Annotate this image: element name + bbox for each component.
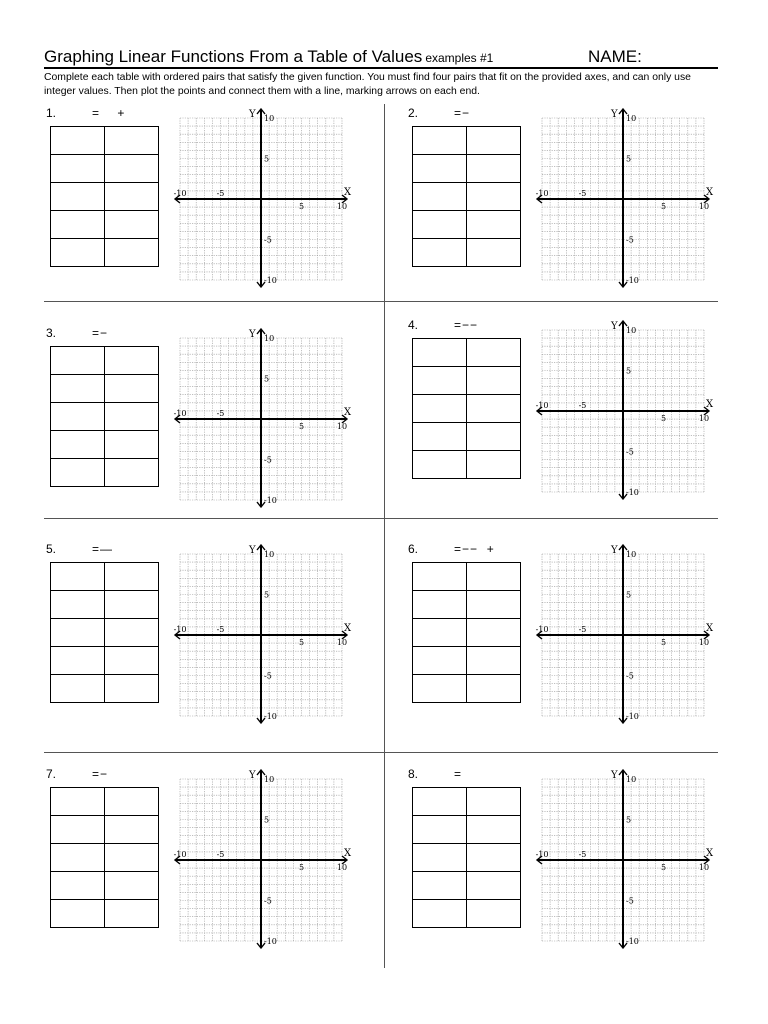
table-cell[interactable] bbox=[467, 900, 521, 928]
table-row bbox=[413, 619, 521, 647]
y-tick-label: 5 bbox=[264, 154, 270, 164]
name-label: NAME: bbox=[588, 47, 642, 66]
grid-svg bbox=[535, 106, 724, 292]
table-row bbox=[51, 591, 159, 619]
problem-equation: =−− + bbox=[454, 542, 495, 556]
x-tick-label: 10 bbox=[698, 202, 710, 211]
problem-number: 3. bbox=[46, 326, 57, 340]
problem-number: 5. bbox=[46, 542, 57, 556]
table-cell[interactable] bbox=[105, 675, 159, 703]
table-cell[interactable] bbox=[105, 155, 159, 183]
table-cell[interactable] bbox=[105, 900, 159, 928]
table-cell[interactable] bbox=[105, 403, 159, 431]
table-cell[interactable] bbox=[105, 872, 159, 900]
table-cell[interactable] bbox=[105, 591, 159, 619]
problem-equation: = bbox=[454, 767, 463, 781]
worksheet-title bbox=[44, 47, 493, 67]
x-axis-label: X bbox=[706, 848, 714, 859]
table-cell[interactable] bbox=[413, 451, 467, 479]
problem-equation: =− bbox=[454, 106, 471, 120]
table-row bbox=[51, 647, 159, 675]
grid-svg bbox=[173, 542, 362, 728]
grid-svg bbox=[535, 767, 724, 953]
table-cell[interactable] bbox=[105, 563, 159, 591]
y-tick-label: -5 bbox=[264, 455, 272, 465]
table-cell[interactable] bbox=[413, 816, 467, 844]
problem-5 bbox=[46, 542, 376, 742]
table-cell[interactable] bbox=[467, 211, 521, 239]
table-cell[interactable] bbox=[51, 872, 105, 900]
y-tick-label: -10 bbox=[264, 712, 277, 721]
y-tick-label: 10 bbox=[264, 114, 275, 123]
y-tick-label: 5 bbox=[626, 590, 632, 600]
table-cell[interactable] bbox=[467, 563, 521, 591]
y-axis-label: Y bbox=[249, 109, 256, 120]
table-row bbox=[413, 127, 521, 155]
y-tick-label: 5 bbox=[626, 366, 632, 376]
y-tick-label: 5 bbox=[264, 815, 270, 825]
y-tick-label: -10 bbox=[264, 276, 277, 285]
table-row bbox=[51, 211, 159, 239]
table-cell[interactable] bbox=[105, 788, 159, 816]
table-row bbox=[413, 563, 521, 591]
table-cell[interactable] bbox=[467, 339, 521, 367]
x-tick-label: 5 bbox=[298, 422, 305, 431]
y-tick-label: 10 bbox=[626, 775, 637, 784]
table-row bbox=[51, 844, 159, 872]
table-cell[interactable] bbox=[51, 239, 105, 267]
y-axis-label: Y bbox=[611, 109, 618, 120]
table-cell[interactable] bbox=[467, 647, 521, 675]
problem-7 bbox=[46, 767, 376, 967]
grid-svg bbox=[173, 767, 362, 953]
values-table bbox=[412, 562, 521, 703]
grid-svg bbox=[173, 326, 362, 512]
grid-svg bbox=[535, 318, 724, 504]
table-cell[interactable] bbox=[413, 563, 467, 591]
y-tick-label: -10 bbox=[264, 496, 277, 505]
table-row bbox=[51, 127, 159, 155]
x-tick-label: -5 bbox=[578, 401, 587, 410]
table-row bbox=[51, 347, 159, 375]
table-row bbox=[413, 423, 521, 451]
table-cell[interactable] bbox=[413, 183, 467, 211]
x-tick-label: -10 bbox=[173, 189, 187, 198]
table-cell[interactable] bbox=[105, 619, 159, 647]
x-tick-label: 5 bbox=[660, 414, 667, 423]
x-axis-label: X bbox=[706, 187, 714, 198]
y-axis-label: Y bbox=[611, 321, 618, 332]
table-cell[interactable] bbox=[105, 431, 159, 459]
grid-svg bbox=[535, 542, 724, 728]
table-cell[interactable] bbox=[413, 788, 467, 816]
y-axis-label: Y bbox=[249, 770, 256, 781]
table-cell[interactable] bbox=[51, 155, 105, 183]
values-table bbox=[50, 346, 159, 487]
x-tick-label: 5 bbox=[660, 202, 667, 211]
x-tick-label: -5 bbox=[578, 625, 587, 634]
table-cell[interactable] bbox=[413, 900, 467, 928]
table-row bbox=[51, 431, 159, 459]
x-tick-label: -10 bbox=[173, 409, 187, 418]
x-tick-label: 10 bbox=[698, 863, 710, 872]
coordinate-graph[interactable] bbox=[173, 542, 362, 733]
coordinate-graph[interactable] bbox=[535, 767, 724, 958]
table-row bbox=[51, 183, 159, 211]
y-tick-label: 10 bbox=[626, 326, 637, 335]
y-tick-label: -5 bbox=[264, 671, 272, 681]
x-tick-label: 5 bbox=[298, 202, 305, 211]
problem-equation: =− bbox=[92, 326, 109, 340]
table-row bbox=[413, 788, 521, 816]
problem-number: 2. bbox=[408, 106, 419, 120]
table-cell[interactable] bbox=[51, 431, 105, 459]
table-cell[interactable] bbox=[51, 459, 105, 487]
table-row bbox=[51, 459, 159, 487]
y-tick-label: -10 bbox=[264, 937, 277, 946]
title-subtitle: examples #1 bbox=[425, 51, 494, 65]
problem-number: 6. bbox=[408, 542, 419, 556]
problem-number: 4. bbox=[408, 318, 419, 332]
y-tick-label: -10 bbox=[626, 937, 639, 946]
table-row bbox=[51, 155, 159, 183]
problem-8 bbox=[408, 767, 738, 967]
x-tick-label: 5 bbox=[298, 863, 305, 872]
y-tick-label: -10 bbox=[626, 712, 639, 721]
table-cell[interactable] bbox=[467, 872, 521, 900]
table-cell[interactable] bbox=[51, 900, 105, 928]
problem-number: 8. bbox=[408, 767, 419, 781]
problem-number: 7. bbox=[46, 767, 57, 781]
table-cell[interactable] bbox=[105, 127, 159, 155]
table-cell[interactable] bbox=[467, 451, 521, 479]
table-cell[interactable] bbox=[51, 647, 105, 675]
table-row bbox=[51, 900, 159, 928]
table-cell[interactable] bbox=[467, 675, 521, 703]
values-table bbox=[50, 126, 159, 267]
y-tick-label: 5 bbox=[264, 374, 270, 384]
table-row bbox=[51, 675, 159, 703]
table-row bbox=[413, 900, 521, 928]
table-cell[interactable] bbox=[467, 788, 521, 816]
x-axis-label: X bbox=[344, 623, 352, 634]
problem-number: 1. bbox=[46, 106, 57, 120]
values-table bbox=[50, 787, 159, 928]
title-text: Graphing Linear Functions From a Table of Values bbox=[44, 47, 423, 66]
x-tick-label: -5 bbox=[216, 189, 225, 198]
table-row bbox=[51, 563, 159, 591]
problem-equation: =— bbox=[92, 542, 114, 556]
table-cell[interactable] bbox=[413, 423, 467, 451]
x-tick-label: -10 bbox=[535, 625, 549, 634]
y-tick-label: -5 bbox=[626, 896, 634, 906]
table-row bbox=[413, 183, 521, 211]
table-cell[interactable] bbox=[51, 211, 105, 239]
y-tick-label: 10 bbox=[264, 775, 275, 784]
table-cell[interactable] bbox=[413, 675, 467, 703]
x-tick-label: -10 bbox=[535, 401, 549, 410]
table-cell[interactable] bbox=[105, 239, 159, 267]
values-table bbox=[412, 338, 521, 479]
table-row bbox=[413, 675, 521, 703]
table-row bbox=[413, 395, 521, 423]
table-cell[interactable] bbox=[467, 183, 521, 211]
table-row bbox=[413, 591, 521, 619]
table-row bbox=[51, 619, 159, 647]
y-tick-label: 10 bbox=[626, 114, 637, 123]
table-row bbox=[51, 872, 159, 900]
table-cell[interactable] bbox=[51, 375, 105, 403]
table-row bbox=[413, 155, 521, 183]
problem-6 bbox=[408, 542, 738, 742]
table-row bbox=[51, 239, 159, 267]
x-axis-label: X bbox=[344, 407, 352, 418]
x-tick-label: -10 bbox=[535, 189, 549, 198]
table-cell[interactable] bbox=[467, 816, 521, 844]
table-row bbox=[413, 451, 521, 479]
grid-svg bbox=[173, 106, 362, 292]
table-cell[interactable] bbox=[467, 591, 521, 619]
problem-4 bbox=[408, 318, 738, 518]
x-axis-label: X bbox=[706, 399, 714, 410]
problem-3 bbox=[46, 326, 376, 526]
table-cell[interactable] bbox=[51, 563, 105, 591]
table-cell[interactable] bbox=[413, 844, 467, 872]
table-cell[interactable] bbox=[467, 844, 521, 872]
x-tick-label: 5 bbox=[660, 638, 667, 647]
table-cell[interactable] bbox=[467, 127, 521, 155]
y-axis-label: Y bbox=[249, 329, 256, 340]
table-cell[interactable] bbox=[105, 375, 159, 403]
table-cell[interactable] bbox=[467, 155, 521, 183]
table-cell[interactable] bbox=[51, 591, 105, 619]
coordinate-graph[interactable] bbox=[173, 106, 362, 297]
y-tick-label: 5 bbox=[626, 154, 632, 164]
x-tick-label: -10 bbox=[173, 850, 187, 859]
instructions: Complete each table with ordered pairs that satisfy the given function. You must find four pairs that fit on the provided axes, and can only use integer values. Then plot the points and connect them with a line, marking arrows on each end. bbox=[44, 72, 691, 97]
x-tick-label: -10 bbox=[173, 625, 187, 634]
values-table bbox=[412, 787, 521, 928]
table-row bbox=[51, 788, 159, 816]
title-row bbox=[44, 47, 718, 69]
table-cell[interactable] bbox=[413, 647, 467, 675]
table-cell[interactable] bbox=[51, 347, 105, 375]
table-cell[interactable] bbox=[51, 675, 105, 703]
x-tick-label: -10 bbox=[535, 850, 549, 859]
x-tick-label: 10 bbox=[698, 414, 710, 423]
x-tick-label: -5 bbox=[578, 850, 587, 859]
y-tick-label: 10 bbox=[626, 550, 637, 559]
table-cell[interactable] bbox=[467, 239, 521, 267]
y-tick-label: -5 bbox=[264, 235, 272, 245]
y-axis-label: Y bbox=[611, 770, 618, 781]
table-cell[interactable] bbox=[413, 339, 467, 367]
y-tick-label: 5 bbox=[264, 590, 270, 600]
x-tick-label: -5 bbox=[216, 409, 225, 418]
table-cell[interactable] bbox=[467, 395, 521, 423]
table-cell[interactable] bbox=[51, 183, 105, 211]
x-axis-label: X bbox=[706, 623, 714, 634]
x-tick-label: 10 bbox=[336, 863, 348, 872]
table-row bbox=[413, 816, 521, 844]
table-cell[interactable] bbox=[413, 127, 467, 155]
table-cell[interactable] bbox=[467, 367, 521, 395]
x-tick-label: -5 bbox=[216, 850, 225, 859]
table-cell[interactable] bbox=[413, 591, 467, 619]
section-divider bbox=[44, 752, 718, 753]
table-row bbox=[413, 872, 521, 900]
coordinate-graph[interactable] bbox=[173, 326, 362, 517]
table-row bbox=[51, 816, 159, 844]
y-tick-label: -5 bbox=[626, 671, 634, 681]
x-axis-label: X bbox=[344, 848, 352, 859]
x-tick-label: -5 bbox=[578, 189, 587, 198]
table-cell[interactable] bbox=[413, 395, 467, 423]
x-axis-label: X bbox=[344, 187, 352, 198]
table-cell[interactable] bbox=[105, 459, 159, 487]
coordinate-graph[interactable] bbox=[535, 106, 724, 297]
column-divider bbox=[384, 104, 385, 968]
table-cell[interactable] bbox=[105, 844, 159, 872]
table-cell[interactable] bbox=[467, 423, 521, 451]
x-tick-label: -5 bbox=[216, 625, 225, 634]
table-cell[interactable] bbox=[413, 872, 467, 900]
table-row bbox=[413, 647, 521, 675]
problem-1 bbox=[46, 106, 376, 306]
table-row bbox=[413, 239, 521, 267]
table-cell[interactable] bbox=[413, 155, 467, 183]
table-cell[interactable] bbox=[51, 844, 105, 872]
problem-equation: =−− bbox=[454, 318, 479, 332]
coordinate-graph[interactable] bbox=[173, 767, 362, 958]
x-tick-label: 5 bbox=[298, 638, 305, 647]
problem-equation: =− bbox=[92, 767, 109, 781]
table-row bbox=[413, 367, 521, 395]
table-row bbox=[51, 375, 159, 403]
y-tick-label: 10 bbox=[264, 550, 275, 559]
coordinate-graph[interactable] bbox=[535, 542, 724, 733]
y-tick-label: -10 bbox=[626, 276, 639, 285]
table-cell[interactable] bbox=[105, 183, 159, 211]
table-cell[interactable] bbox=[51, 619, 105, 647]
table-cell[interactable] bbox=[51, 127, 105, 155]
title-rule bbox=[44, 67, 718, 69]
coordinate-graph[interactable] bbox=[535, 318, 724, 509]
x-tick-label: 10 bbox=[336, 422, 348, 431]
table-row bbox=[413, 211, 521, 239]
problem-equation: = + bbox=[92, 106, 126, 120]
table-cell[interactable] bbox=[105, 211, 159, 239]
y-tick-label: -5 bbox=[626, 447, 634, 457]
table-row bbox=[51, 403, 159, 431]
table-cell[interactable] bbox=[413, 619, 467, 647]
x-tick-label: 10 bbox=[698, 638, 710, 647]
y-tick-label: 10 bbox=[264, 334, 275, 343]
table-cell[interactable] bbox=[51, 816, 105, 844]
table-cell[interactable] bbox=[105, 816, 159, 844]
y-tick-label: 5 bbox=[626, 815, 632, 825]
table-cell[interactable] bbox=[413, 211, 467, 239]
values-table bbox=[50, 562, 159, 703]
x-tick-label: 5 bbox=[660, 863, 667, 872]
table-cell[interactable] bbox=[413, 367, 467, 395]
table-cell[interactable] bbox=[105, 347, 159, 375]
table-cell[interactable] bbox=[51, 788, 105, 816]
table-row bbox=[413, 339, 521, 367]
y-tick-label: -5 bbox=[264, 896, 272, 906]
y-axis-label: Y bbox=[249, 545, 256, 556]
y-tick-label: -5 bbox=[626, 235, 634, 245]
table-cell[interactable] bbox=[413, 239, 467, 267]
problem-2 bbox=[408, 106, 738, 306]
table-cell[interactable] bbox=[51, 403, 105, 431]
table-row bbox=[413, 844, 521, 872]
table-cell[interactable] bbox=[467, 619, 521, 647]
x-tick-label: 10 bbox=[336, 638, 348, 647]
y-axis-label: Y bbox=[611, 545, 618, 556]
y-tick-label: -10 bbox=[626, 488, 639, 497]
x-tick-label: 10 bbox=[336, 202, 348, 211]
values-table bbox=[412, 126, 521, 267]
table-cell[interactable] bbox=[105, 647, 159, 675]
